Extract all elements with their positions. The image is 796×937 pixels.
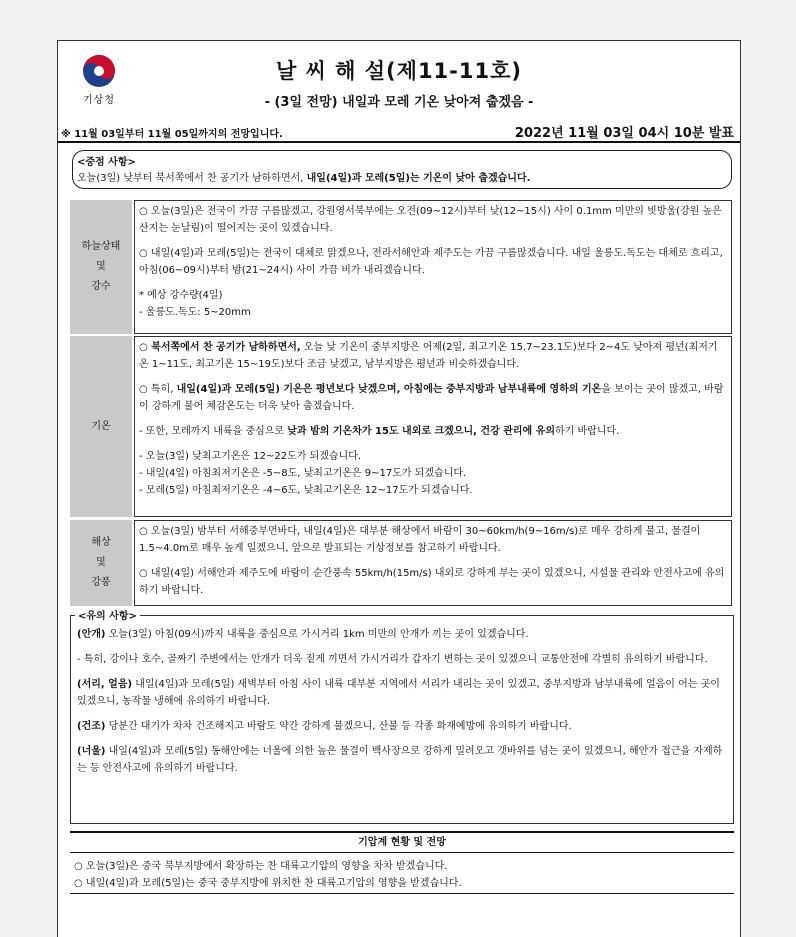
temp-day-after: - 모레(5일) 아침최저기온은 -4~6도, 낮최고기온은 12~17도가 되겠습니다. [139,485,473,496]
fog-text: 오늘(3일) 아침(09시)까지 내륙을 중심으로 가시거리 1km 미만의 안개가 끼는 곳이 있겠습니다. [105,629,529,640]
temp-p2-a: ○ 특히, [139,384,177,395]
sky-label-3: 강수 [91,281,111,292]
temp-p3-b: 낮과 밤의 기온차가 15도 내외로 크겠으니, 건강 관리에 유의 [287,426,556,437]
pressure-body [74,858,462,892]
section-sea [70,520,732,606]
temp-p1-bold: ○ 북서쪽에서 찬 공기가 남하하면서, [139,342,301,353]
document-page [57,40,741,937]
page-title: 날 씨 해 설(제11-11호) [275,59,522,83]
wave-label: (너울) [77,746,106,757]
caution-dry [77,718,729,735]
agency-name: 기상청 [83,95,115,106]
sky-precip-value: - 울릉도.독도: 5~20mm [139,307,251,318]
section-temperature-content [134,336,732,517]
dry-label: (건조) [77,721,106,732]
section-sky [70,200,732,334]
temperature-label: 기온 [91,420,111,432]
temp-paragraph-3 [139,423,727,440]
sky-precip-heading: * 예상 강수량(4일) [139,290,223,301]
temp-p3-a: - 또한, 모레까지 내륙을 중심으로 [139,426,288,437]
sea-paragraph-2: ○ 내일(4일) 서해안과 제주도에 바람이 순간풍속 55km/h(15m/s) 내외로 강하게 부는 곳이 있겠으니, 시설물 관리와 안전사고에 유의하기 바랍니다. [139,568,725,596]
temp-paragraph-1 [139,339,727,373]
section-temperature-label [70,336,132,517]
key-points-text-bold: 내일(4일)과 모레(5일)는 기온이 낮아 춥겠습니다. [306,173,531,184]
pressure-line-1: ○ 오늘(3일)은 중국 북부지방에서 확장하는 찬 대륙고기압의 영향을 차차 받겠습니다. [74,861,448,872]
temp-paragraph-2 [139,381,727,415]
frost-label: (서리, 얼음) [77,679,133,690]
dry-text: 당분간 대기가 차차 건조해지고 바람도 약간 강하게 불겠으니, 산불 등 각종 화재예방에 유의하기 바랍니다. [105,721,572,732]
caution-fog-extra: - 특히, 강이나 호수, 골짜기 주변에서는 안개가 더욱 짙게 끼면서 가시거리가 갑자기 변하는 곳이 있겠으니 교통안전에 각별히 유의하기 바랍니다. [77,654,708,665]
caution-title: <유의 사항> [75,608,140,625]
pressure-line-2: ○ 내일(4일)과 모레(5일)는 중국 중부지방에 위치한 찬 대륙고기압의 영향을 받겠습니다. [74,878,462,889]
sky-label-1: 하늘상태 [81,241,121,252]
key-points-title: <중점 사항> [77,157,136,168]
forecast-period: ※ 11월 03일부터 11월 05일까지의 전망입니다. [61,129,283,140]
section-sky-label [70,200,132,334]
temp-today: - 오늘(3일) 낮최고기온은 12~22도가 되겠습니다. [139,451,362,462]
section-sea-label [70,520,132,606]
pressure-divider [70,893,734,894]
section-sky-content [134,200,732,334]
caution-frost [77,676,729,710]
frost-text: 내일(4일)과 모레(5일) 새벽부터 아침 사이 내륙 대부분 지역에서 서리가 내리는 곳이 있겠고, 중부지방과 남부내륙에 얼음이 어는 곳이 있겠으니, 농작물 냉해에 유의하기 바랍니다. [77,679,720,707]
sky-label-2: 및 [96,261,106,272]
sky-paragraph-2: ○ 내일(4일)과 모레(5일)는 전국이 대체로 맑겠으나, 전라서해안과 제주도는 가끔 구름많겠습니다. 내일 울릉도.독도는 대체로 흐리고, 아침(06~09시)부터 밤(21~24시) 사이 가끔 비가 내리겠습니다. [139,248,723,276]
page-subtitle: - (3일 전망) 내일과 모레 기온 낮아져 춥겠음 - [264,95,534,110]
section-temperature [70,336,732,517]
temp-p1-rest: 오늘 낮 기온이 중부지방은 어제(2일, 최고기온 15.7~23.1도)보다 2~4도 낮아져 평년(최저기온 1~11도, 최고기온 15~19도)보다 조금 낮겠고, 남부지방은 평년과 비슷하겠습니다. [139,342,718,370]
temp-p2-c: 을 보이는 곳이 많겠고, 바람이 강하게 불어 체감온도는 더욱 낮아 춥겠습니다. [139,384,724,412]
caution-box [70,611,734,824]
sea-label-2: 및 [96,557,106,568]
pressure-title: 기압계 현황 및 전망 [70,831,734,853]
key-points-box [72,150,732,189]
sea-label-1: 해상 [91,537,111,548]
issued-time: 2022년 11월 03일 04시 10분 발표 [514,126,734,141]
temp-tomorrow: - 내일(4일) 아침최저기온은 -5~8도, 낮최고기온은 9~17도가 되겠습니다. [139,468,467,479]
caution-fog [77,626,729,643]
key-points-text [77,171,731,187]
key-points-text-plain: 오늘(3일) 낮부터 북서쪽에서 찬 공기가 남하하면서, [77,173,307,184]
sea-label-3: 강풍 [91,577,111,588]
sky-paragraph-1: ○ 오늘(3일)은 전국이 가끔 구름많겠고, 강원영서북부에는 오전(09~12시)부터 낮(12~15시) 사이 0.1mm 미만의 빗방울(강원 높은 산지는 눈날림)이 떨어지는 곳이 있겠습니다. [139,206,722,234]
sea-paragraph-1: ○ 오늘(3일) 밤부터 서해중부먼바다, 내일(4일)은 대부분 해상에서 바람이 30~60km/h(9~16m/s)로 매우 강하게 불고, 물결이 1.5~4.0m로 매우 높게 일겠으니, 앞으로 발표되는 기상정보를 참고하기 바랍니다. [139,526,701,554]
header-divider [58,141,740,143]
caution-wave [77,743,729,777]
temp-p2-b: 내일(4일)과 모레(5일) 기온은 평년보다 낮겠으며, 아침에는 중부지방과 남부내륙에 영하의 기온 [176,384,602,395]
temp-p3-c: 하기 바랍니다. [555,426,620,437]
fog-label: (안개) [77,629,106,640]
section-sea-content [134,520,732,606]
wave-text: 내일(4일)과 모레(5일) 동해안에는 너울에 의한 높은 물결이 백사장으로 강하게 밀려오고 갯바위를 넘는 곳이 있겠으니, 해안가 접근을 자제하는 등 안전사고에 유의하기 바랍니다. [77,746,723,774]
